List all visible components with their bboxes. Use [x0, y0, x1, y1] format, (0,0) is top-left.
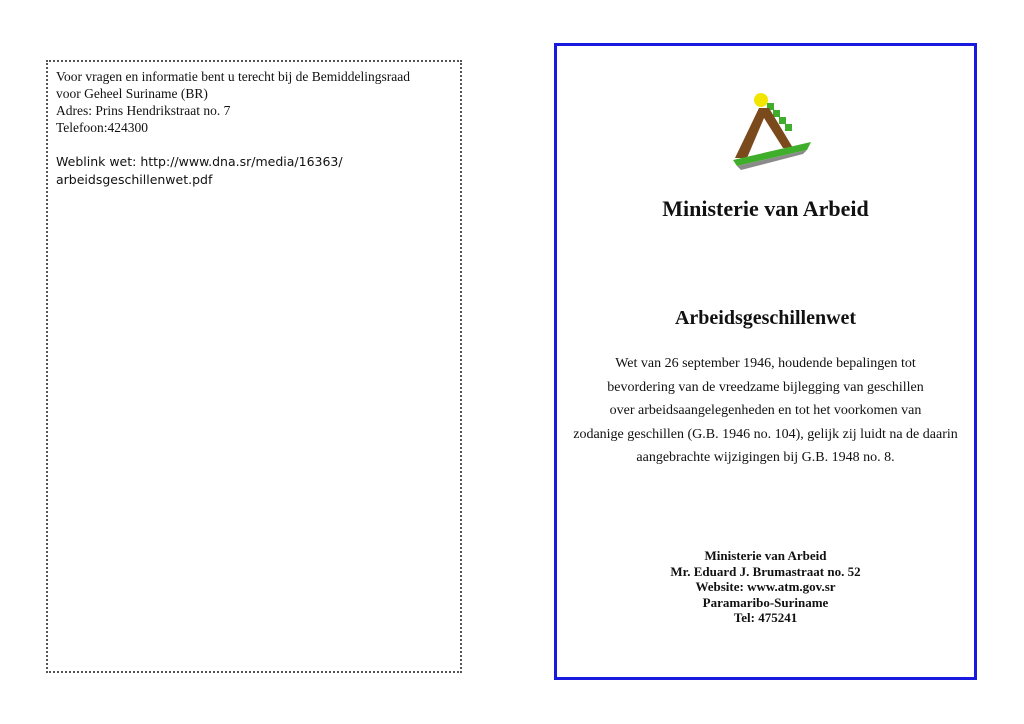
info-line: voor Geheel Suriname (BR): [56, 86, 208, 101]
contact-line: Mr. Eduard J. Brumastraat no. 52: [670, 563, 861, 579]
law-title: Arbeidsgeschillenwet: [674, 307, 857, 329]
ministry-title: Ministerie van Arbeid: [662, 196, 869, 221]
law-description-line: Wet van 26 september 1946, houdende bepalingen tot: [615, 356, 916, 371]
info-line: Voor vragen en informatie bent u terecht bij de Bemiddelingsraad: [56, 69, 411, 84]
address-line: Adres: Prins Hendrikstraat no. 7: [56, 103, 231, 118]
law-description-line: over arbeidsaangelegenheden en tot het voorkomen van: [609, 403, 922, 419]
contact-block: [557, 548, 974, 626]
contact-line: Paramaribo-Suriname: [702, 594, 829, 610]
cover-panel: [554, 43, 977, 680]
weblink-line[interactable]: Weblink wet: http://www.dna.sr/media/16363/: [56, 154, 343, 169]
contact-website[interactable]: Website: www.atm.gov.sr: [695, 579, 836, 595]
phone-line: Telefoon:424300: [56, 120, 149, 135]
law-description-line: aangebrachte wijzigingen bij G.B. 1948 no. 8.: [636, 450, 895, 466]
contact-line: Ministerie van Arbeid: [704, 548, 827, 563]
weblink-line[interactable]: arbeidsgeschillenwet.pdf: [56, 172, 213, 187]
law-description-line: bevordering van de vreedzame bijlegging van geschillen: [607, 379, 924, 395]
contact-phone: Tel: 475241: [733, 610, 798, 626]
ministry-logo-icon: [723, 86, 813, 176]
law-description-line: zodanige geschillen (G.B. 1946 no. 104), gelijk zij luidt na de daarin: [573, 426, 958, 442]
info-panel: [46, 60, 462, 673]
law-description: [557, 352, 974, 470]
